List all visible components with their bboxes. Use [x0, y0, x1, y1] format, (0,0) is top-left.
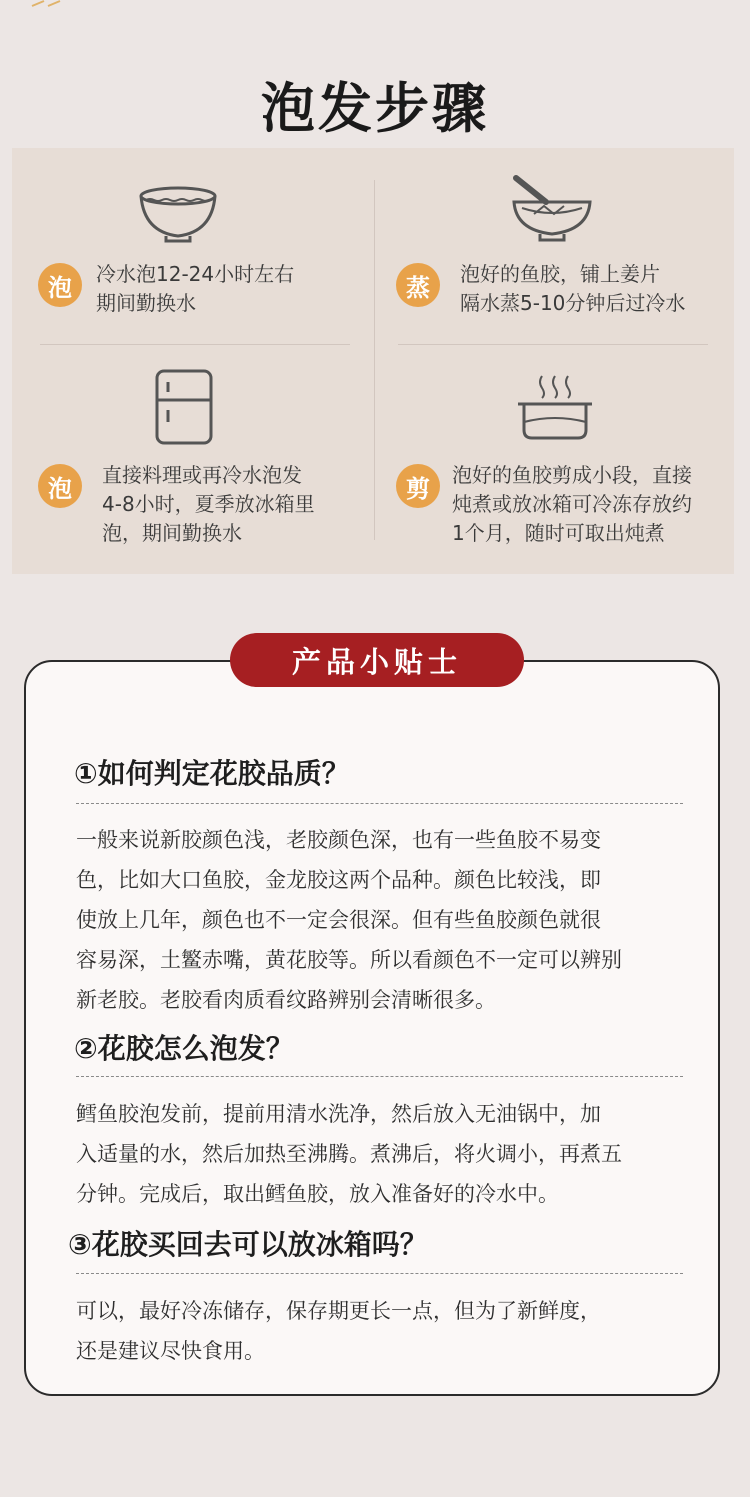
- mortar-icon: [508, 174, 598, 244]
- question-title: ①如何判定花胶品质？: [74, 757, 350, 790]
- bowl-icon: [138, 186, 218, 244]
- horizontal-divider-right: [398, 344, 708, 345]
- step-badge: 泡: [38, 263, 82, 307]
- dashed-divider: [76, 1076, 683, 1077]
- vertical-divider: [374, 180, 375, 540]
- step-badge: 蒸: [396, 263, 440, 307]
- step-text: 直接料理或再冷水泡发 4-8小时，夏季放冰箱里 泡，期间勤换水: [102, 463, 315, 545]
- step-text: 泡好的鱼胶，铺上姜片 隔水蒸5-10分钟后过冷水: [460, 262, 686, 315]
- dashed-divider: [76, 1273, 683, 1274]
- steps-panel: [12, 148, 734, 574]
- step-badge: 剪: [396, 464, 440, 508]
- answer-text: 可以，最好冷冻储存，保存期更长一点，但为了新鲜度， 还是建议尽快食用。: [76, 1299, 601, 1363]
- horizontal-divider-left: [40, 344, 350, 345]
- decorative-stroke-icon: [30, 0, 80, 8]
- question-title: ③花胶买回去可以放冰箱吗？: [68, 1228, 428, 1261]
- step-badge: 泡: [38, 464, 82, 508]
- question-title: ②花胶怎么泡发？: [74, 1032, 294, 1065]
- answer-text: 一般来说新胶颜色浅，老胶颜色深，也有一些鱼胶不易变 色，比如大口鱼胶，金龙胶这两个品种。颜色比较浅，即 使放上几年，颜色也不一定会很深。但有些鱼胶颜色就很 容易深，土鳘赤嘴，黄花胶等。所以看颜色不一定可以辨别 新老胶。老胶看肉质看纹路辨别会清晰很多。: [76, 828, 622, 1012]
- pot-icon: [516, 372, 594, 442]
- step-text: 泡好的鱼胶剪成小段，直接 炖煮或放冰箱可冷冻存放约 1个月，随时可取出炖煮: [452, 463, 692, 545]
- answer-text: 鳕鱼胶泡发前，提前用清水洗净，然后放入无油锅中，加 入适量的水，然后加热至沸腾。煮沸后，将火调小，再煮五 分钟。完成后，取出鳕鱼胶，放入准备好的冷水中。: [76, 1102, 622, 1206]
- fridge-icon: [154, 368, 214, 446]
- page-title: 泡发步骤: [261, 77, 489, 140]
- dashed-divider: [76, 803, 683, 804]
- tips-banner: 产品小贴士: [230, 633, 524, 687]
- step-text: 冷水泡12-24小时左右 期间勤换水: [96, 262, 295, 315]
